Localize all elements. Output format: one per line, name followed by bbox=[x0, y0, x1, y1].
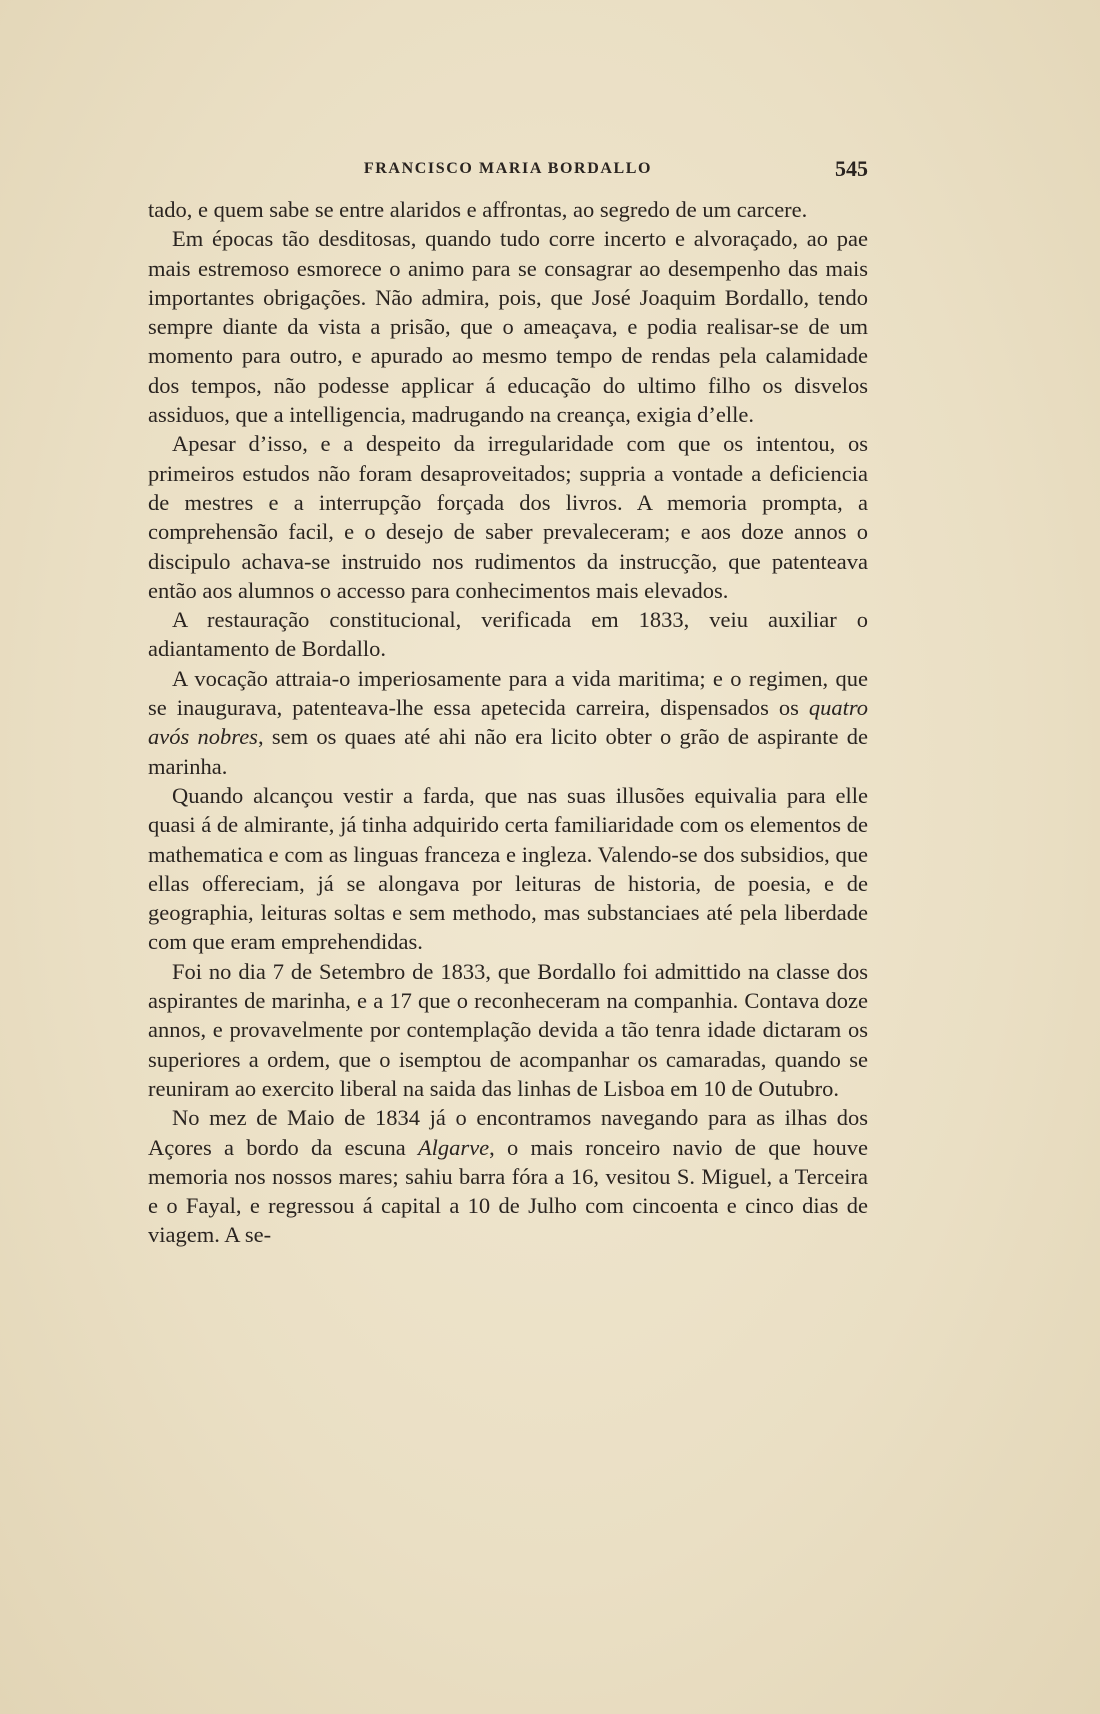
paragraph: Em épocas tão desditosas, quando tudo corre incerto e alvoraçado, ao pae mais estremoso esmorece o animo para se consagrar ao desempenho das mais importantes obrigações. Não admira, pois, que José Joaquim Bordallo, tendo sempre diante da vista a prisão, que o ameaçava, e podia realisar-se de um momento para outro, e apurado ao mesmo tempo de rendas pela calamidade dos tempos, não podesse applicar á educação do ultimo filho os disvelos assiduos, que a intelligencia, madrugando na creança, exigia d’elle. bbox=[148, 226, 868, 428]
body-text bbox=[148, 195, 868, 1250]
paragraph bbox=[148, 664, 868, 781]
paragraph-text: No mez de Maio de 1834 já o encontramos navegando para as ilhas dos Açores a bordo da escuna bbox=[148, 1105, 868, 1160]
page-header bbox=[148, 156, 868, 184]
paragraph: Foi no dia 7 de Setembro de 1833, que Bordallo foi admittido na classe dos aspirantes de marinha, e a 17 que o reconheceram na companhia. Contava doze annos, e provavelmente por contemplação devida a tão tenra idade dictaram os superiores a ordem, que o isemptou de acompanhar os camaradas, quando se reuniram ao exercito liberal na saida das linhas de Lisboa em 10 de Outubro. bbox=[148, 958, 868, 1101]
paragraph: tado, e quem sabe se entre alaridos e affrontas, ao segredo de um carcere. bbox=[148, 197, 808, 222]
running-head: FRANCISCO MARIA BORDALLO bbox=[363, 160, 653, 177]
paragraph-text: , sem os quaes até ahi não era licito obter o grão de aspirante de marinha. bbox=[148, 724, 868, 779]
paragraph bbox=[148, 1103, 868, 1249]
paragraph-text: A vocação attraia-o imperiosamente para a vida maritima; e o regimen, que se inaugurava, patenteava-lhe essa apetecida carreira, dispensados os bbox=[148, 665, 868, 721]
italic-phrase: quatro avós nobres bbox=[148, 695, 868, 750]
page-number: 545 bbox=[835, 156, 868, 181]
ship-name: Algarve bbox=[417, 1134, 490, 1160]
paragraph-text: , o mais ronceiro navio de que houve memoria nos nossos mares; sahiu barra fóra a 16, vesitou S. Miguel, a Terceira e o Fayal, e regressou á capital a 10 de Julho com cincoenta e cinco dias de viagem. A se- bbox=[148, 1134, 868, 1248]
paragraph: Apesar d’isso, e a despeito da irregularidade com que os intentou, os primeiros estudos não foram desaproveitados; suppria a vontade a deficiencia de mestres e a interrupção forçada dos livros. A memoria prompta, a comprehensão facil, e o desejo de saber prevaleceram; e aos doze annos o discipulo achava-se instruido nos rudimentos da instrucção, que patenteava então aos alumnos o accesso para conhecimentos mais elevados. bbox=[148, 431, 868, 603]
paragraph: Quando alcançou vestir a farda, que nas suas illusões equivalia para elle quasi á de almirante, já tinha adquirido certa familiaridade com os elementos de mathematica e com as linguas franceza e ingleza. Valendo-se dos subsidios, que ellas offereciam, já se alongava por leituras de historia, de poesia, e de geographia, leituras soltas e sem methodo, mas substanciaes até pela liberdade com que eram emprehendidas. bbox=[148, 782, 868, 955]
paragraph: A restauração constitucional, verificada em 1833, veiu auxiliar o adiantamento de Bordallo. bbox=[148, 607, 868, 662]
